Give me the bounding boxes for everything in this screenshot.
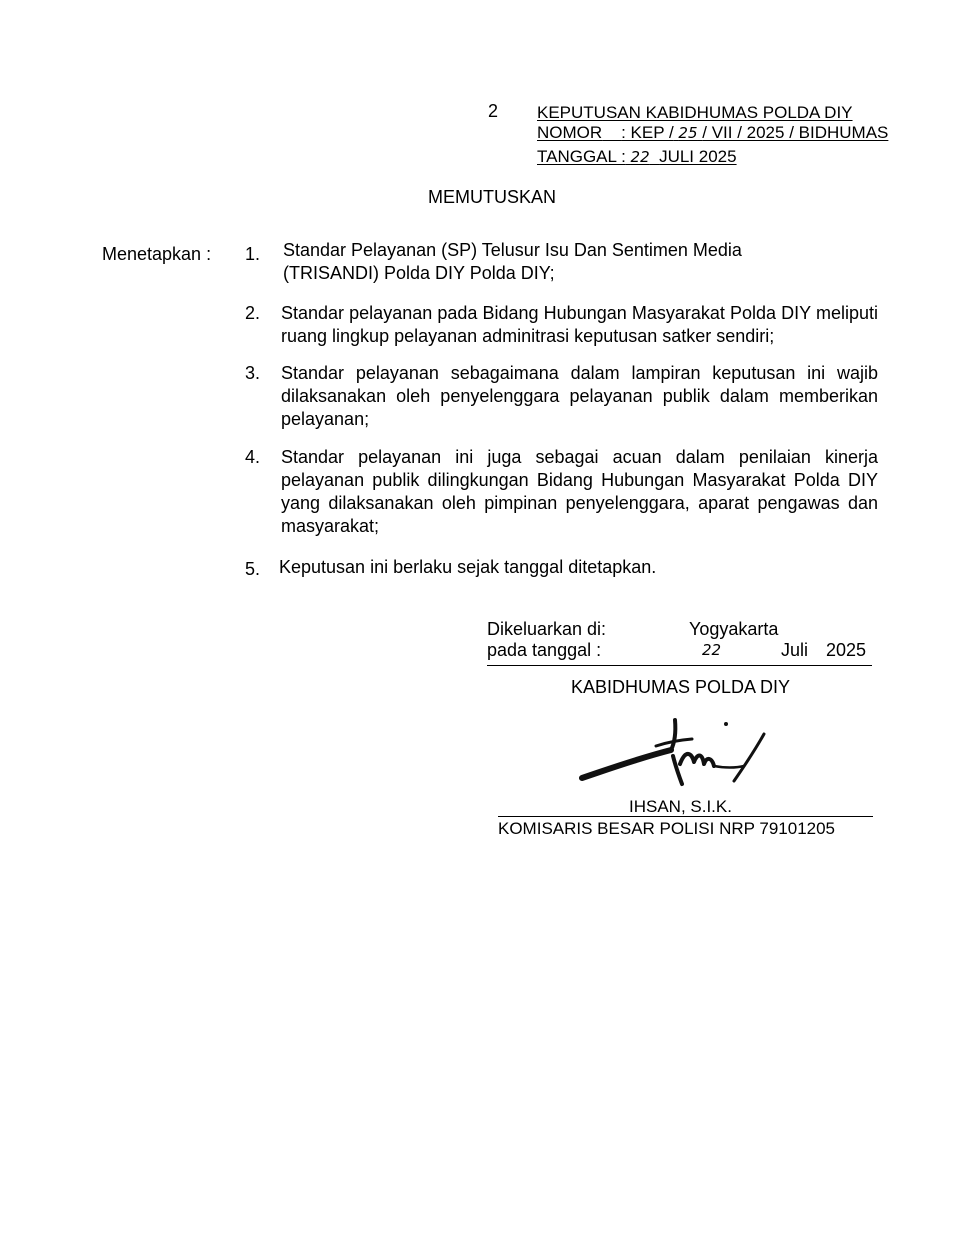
tanggal-label: TANGGAL : bbox=[537, 147, 626, 166]
list-item-text: Standar pelayanan ini juga sebagai acuan dalam penilaian kinerja pelayanan publik dilingkungan Bidang Hubungan Masyarakat Polda DIY yang dilaksanakan oleh pimpinan penyelenggara, aparat pengawas dan masyarakat; bbox=[281, 447, 878, 536]
nomor-suffix: / VII / 2025 / BIDHUMAS bbox=[702, 123, 889, 142]
list-item-number: 4. bbox=[245, 447, 261, 467]
issued-at-label: Dikeluarkan di: bbox=[487, 619, 607, 639]
list-item-text: Standar Pelayanan (SP) Telusur Isu Dan Sentimen Media (TRISANDI) Polda DIY Polda DIY; bbox=[283, 240, 742, 283]
nomor-label: NOMOR bbox=[537, 123, 603, 142]
signer-underline bbox=[498, 816, 873, 817]
signer-rank: KOMISARIS BESAR POLISI NRP 79101205 bbox=[498, 819, 836, 838]
list-item-number: 3. bbox=[245, 363, 261, 383]
list-item-text: Standar pelayanan pada Bidang Hubungan Masyarakat Polda DIY meliputi ruang lingkup pelayanan adminitrasi keputusan satker sendiri; bbox=[281, 303, 878, 346]
list-item bbox=[245, 239, 878, 285]
date-day-handwritten: 22 bbox=[702, 641, 722, 659]
menetapkan-label: Menetapkan : bbox=[102, 244, 212, 264]
list-item-number: 1. bbox=[245, 244, 261, 264]
date-underline bbox=[487, 665, 872, 666]
list-item bbox=[245, 362, 878, 431]
date-year: 2025 bbox=[826, 640, 867, 660]
tanggal-suffix: JULI 2025 bbox=[659, 147, 737, 166]
decree-number-line bbox=[537, 122, 888, 144]
list-item bbox=[245, 302, 878, 348]
decree-title: KEPUTUSAN KABIDHUMAS POLDA DIY bbox=[537, 103, 853, 122]
issued-at-value: Yogyakarta bbox=[689, 619, 779, 639]
nomor-handwritten: 25 bbox=[678, 124, 698, 142]
page-number: 2 bbox=[488, 101, 499, 121]
nomor-prefix: : KEP / bbox=[621, 123, 674, 142]
tanggal-handwritten: 22 bbox=[630, 148, 650, 166]
signature-image bbox=[576, 712, 781, 790]
list-item-number: 5. bbox=[245, 559, 261, 579]
signer-name: IHSAN, S.I.K. bbox=[629, 797, 732, 816]
decree-date-line bbox=[537, 146, 737, 168]
list-item-text: Keputusan ini berlaku sejak tanggal ditetapkan. bbox=[279, 557, 657, 577]
list-item-text: Standar pelayanan sebagaimana dalam lampiran keputusan ini wajib dilaksanakan oleh penyelenggara pelayanan publik dalam memberikan pelayanan; bbox=[281, 363, 878, 429]
list-item bbox=[245, 556, 878, 582]
section-heading: MEMUTUSKAN bbox=[428, 187, 557, 207]
date-month: Juli bbox=[781, 640, 809, 660]
list-item-number: 2. bbox=[245, 303, 261, 323]
office-title: KABIDHUMAS POLDA DIY bbox=[571, 677, 791, 697]
date-label: pada tanggal : bbox=[487, 640, 602, 660]
list-item bbox=[245, 446, 878, 538]
